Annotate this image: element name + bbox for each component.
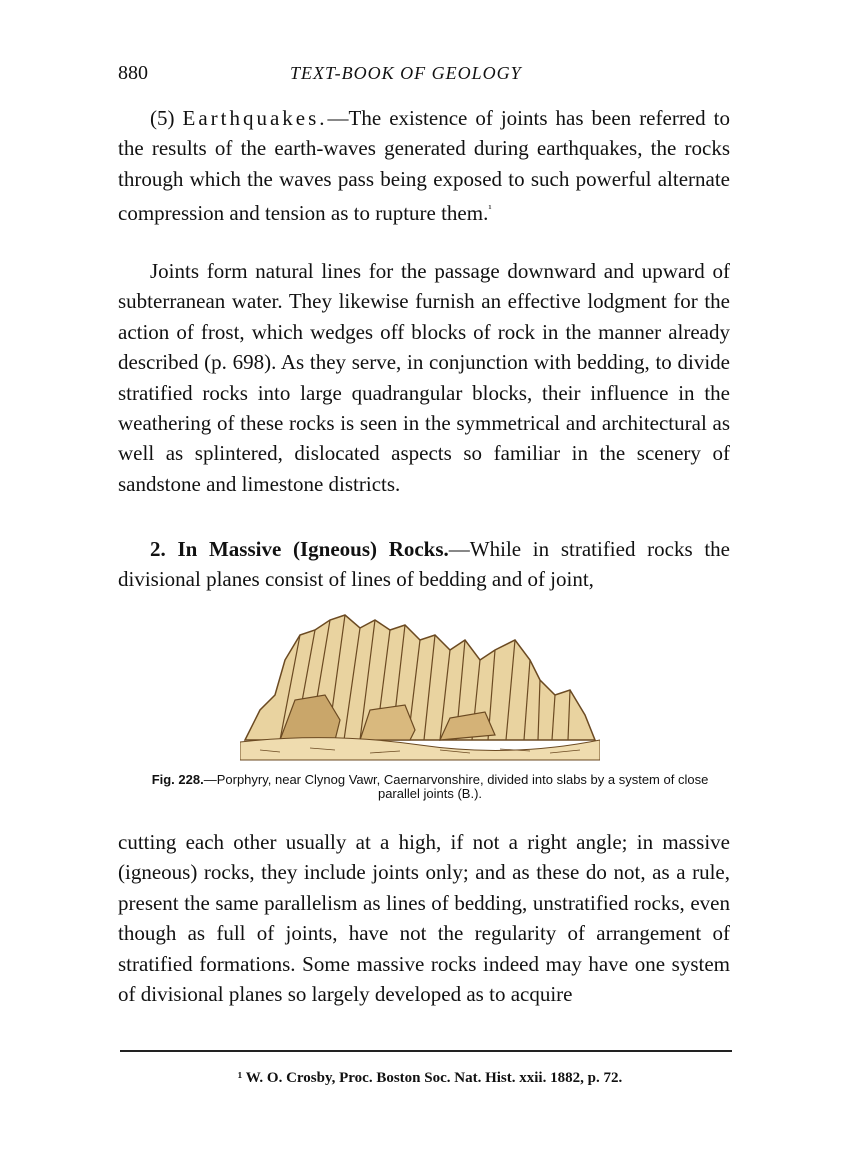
- footnote: ¹ W. O. Crosby, Proc. Boston Soc. Nat. Hist. xxii. 1882, p. 72.: [237, 1070, 623, 1086]
- figure-porphyry-illustration: [240, 600, 600, 765]
- footnote-marker: ¹: [488, 203, 492, 216]
- figure-caption-text: —Porphyry, near Clynog Vawr, Caernarvonshire, divided into slabs by a system of close parallel joints (B.).: [203, 772, 709, 801]
- porphyry-slabs-drawing: [240, 600, 600, 765]
- running-head: TEXT-BOOK OF GEOLOGY: [290, 63, 522, 83]
- paragraph-text: —The existence of joints has been referred to the results of the earth-waves generated during earthquakes, the rocks through which the waves pass being exposed to such powerful alternate compression and tension as to rupture them.: [118, 106, 730, 226]
- paragraph-earthquakes: [118, 103, 730, 229]
- figure-caption: [150, 773, 710, 801]
- page-number: 880: [118, 62, 148, 84]
- paragraph-text: —While in stratified rocks the divisional planes consist of lines of bedding and of joint,: [118, 537, 730, 592]
- footnote-divider: [120, 1050, 732, 1052]
- paragraph-massive-rocks: [118, 534, 730, 595]
- paragraph-continued: [118, 827, 730, 1009]
- section-heading-massive-rocks: 2. In Massive (Igneous) Rocks.: [150, 537, 449, 561]
- figure-label: Fig. 228.: [151, 772, 204, 787]
- paragraph-text: Joints form natural lines for the passage downward and upward of subterranean water. They likewise furnish an effective lodgment for the action of frost, which wedges off blocks of rock in the manner already described (p. 698). As they serve, in conjunction with bedding, to divide stratified rocks into large quadrangular blocks, their influence in the weathering of these rocks is seen in the symmetrical and architectural as well as splintered, dislocated aspects so familiar in the scenery of sandstone and limestone districts.: [118, 259, 730, 496]
- section-heading-earthquakes: Earthquakes.: [182, 106, 328, 130]
- paragraph-joints: [118, 256, 730, 499]
- paragraph-text: cutting each other usually at a high, if not a right angle; in massive (igneous) rocks, they include joints only; and as these do not, as a rule, present the same parallelism as lines of bedding, unstratified rocks, even though as full of joints, have not the regularity of arrangement of stratified formations. Some massive rocks indeed may have one system of divisional planes so largely developed as to acquire: [118, 830, 730, 1007]
- item-number: (5): [150, 106, 183, 130]
